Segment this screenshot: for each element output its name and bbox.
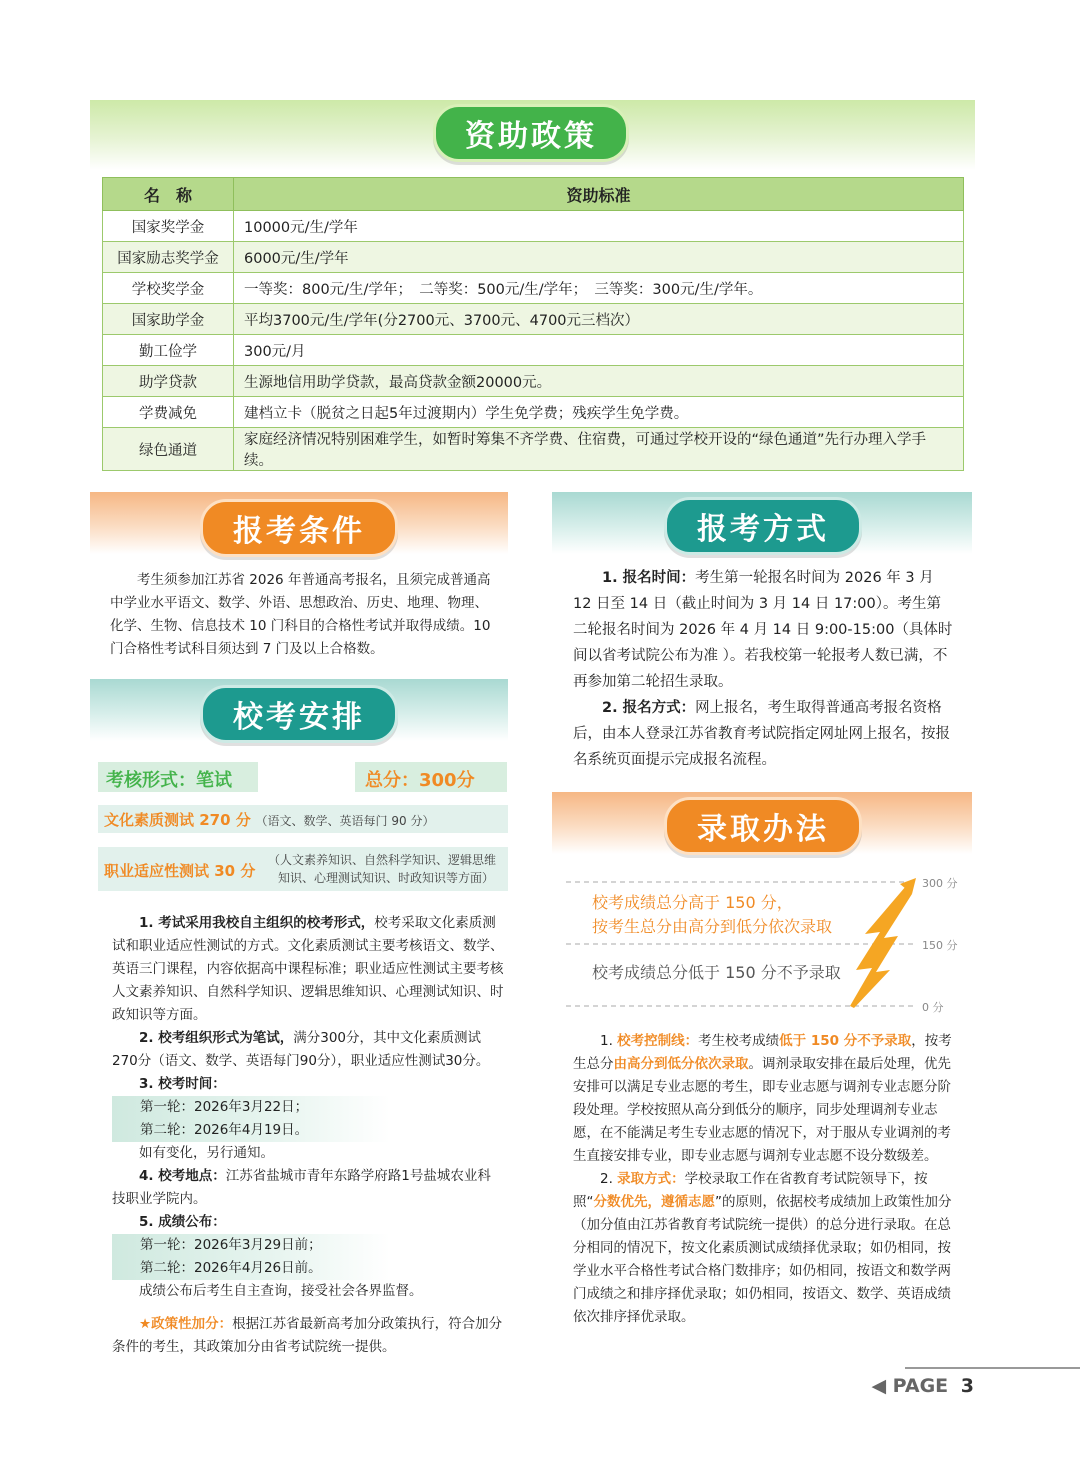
vocation-note-line2: 知识、心理测试知识、时政知识等方面） [278,871,495,885]
aid-name-cell: 助学贷款 [103,366,234,397]
page-label: ◀ PAGE [871,1375,949,1397]
aid-standard-cell: 10000元/生/学年 [234,211,964,242]
method-title: 报考方式 [664,497,862,555]
high-score-line1: 校考成绩总分高于 150 分， [592,893,793,912]
vocation-note-line1: （人文素养知识、自然科学知识、逻辑思维 [268,853,497,867]
page-number [871,1375,974,1397]
aid-standard-cell: 300元/月 [234,335,964,366]
result-round1-date: 第一轮：2026年3月29日前； [112,1234,390,1257]
aid-standard-cell: 家庭经济情况特别困难学生，如暂时筹集不齐学费、住宿费，可通过学校开设的“绿色通道”先行办理入学手续。 [234,428,964,471]
table-row [103,304,964,335]
table-header-row [103,178,964,211]
aid-standard-cell: 生源地信用助学贷款，最高贷款金额20000元。 [234,366,964,397]
culture-test-note: （语文、数学、英语每门 90 分） [255,814,435,828]
aid-name-cell: 国家励志奖学金 [103,242,234,273]
result-round2-date: 第二轮：2026年4月26日前。 [112,1257,390,1280]
aid-name-cell: 绿色通道 [103,428,234,471]
table-row [103,211,964,242]
table-row [103,428,964,471]
exam-p3-head: 3. 校考时间： [139,1076,226,1092]
admission-title: 录取办法 [664,797,862,855]
exam-p4: 4. 校考地点：江苏省盐城市青年东路学府路1号盐城农业科技职业学院内。 [112,1168,491,1207]
aid-standard-cell: 建档立卡（脱贫之日起5年过渡期内）学生免学费；残疾学生免学费。 [234,397,964,428]
header-standard: 资助标准 [234,178,964,211]
header-name: 名 称 [103,178,234,211]
page-num: 3 [960,1375,974,1397]
exam-total-label: 总分：300分 [365,770,475,791]
conditions-text: 考生须参加江苏省 2026 年普通高考报名，且须完成普通高中学业水平语文、数学、外语、思想政治、历史、地理、物理、化学、生物、信息技术 10 门科目的合格性考试并取得成绩。10门合格性考试科目须达到 7 门及以上合格数。 [110,572,491,657]
table-row [103,335,964,366]
table-row [103,273,964,304]
high-score-line2: 按考生总分由高分到低分依次录取 [592,917,833,936]
aid-title: 资助政策 [433,104,629,162]
aid-standard-cell: 6000元/生/学年 [234,242,964,273]
aid-name-cell: 学费减免 [103,397,234,428]
aid-name-cell: 国家助学金 [103,304,234,335]
exam-round1-date: 第一轮：2026年3月22日； [112,1096,390,1119]
aid-standard-cell: 平均3700元/生/学年(分2700元、3700元、4700元三档次） [234,304,964,335]
admission-details [573,1030,955,1329]
method-details [573,565,955,773]
exam-p5-note: 成绩公布后考生自主查询，接受社会各界监督。 [139,1283,423,1299]
exam-p2: 2. 校考组织形式为笔试，满分300分，其中文化素质测试270分（语文、数学、英语每门90分），职业适应性测试30分。 [112,1030,490,1069]
table-row [103,242,964,273]
aid-name-cell: 勤工俭学 [103,335,234,366]
admission-p1: 1. 校考控制线：考生校考成绩低于 150 分不予录取，按考生总分由高分到低分依次录取。调剂录取安排在最后处理，优先安排可以满足专业志愿的考生，即专业志愿与调剂专业志愿分阶段处理。学校按照从高分到低分的顺序，同步处理调剂专业志愿，在不能满足考生专业志愿的情况下，对于服从专业调剂的考生直接安排专业，即专业志愿与调剂专业志愿不设分数级差。 [573,1033,952,1164]
exam-p3-note: 如有变化，另行通知。 [139,1145,274,1161]
exam-p1: 1. 考试采用我校自主组织的校考形式，校考采取文化素质测试和职业适应性测试的方式。文化素质测试主要考核语文、数学、英语三门课程，内容依据高中课程标准；职业适应性测试主要考核人文素养知识、自然科学知识、逻辑思维知识、心理测试知识、时政知识等方面。 [112,915,504,1023]
zigzag-arrow [850,886,912,1008]
aid-table [102,177,964,471]
admission-p2: 2. 录取方式：学校录取工作在省教育考试院领导下，按照“分数优先，遵循志愿”的原则，依据校考成绩加上政策性加分（加分值由江苏省教育考试院统一提供）的总分进行录取。在总分相同的情况下，按文化素质测试成绩择优录取；如仍相同，按学业水平合格性考试合格门数排序；如仍相同，按语文和数学两门成绩之和排序择优录取；如仍相同，按语文、数学、英语成绩依次排序择优录取。 [573,1171,952,1325]
low-score-line: 校考成绩总分低于 150 分不予录取 [592,963,841,982]
method-p2: 2. 报名方式：网上报名，考生取得普通高考报名资格后，由本人登录江苏省教育考试院指定网址网上报名，按报名系统页面提示完成报名流程。 [573,700,950,768]
page-divider [905,1367,1080,1369]
tick-150-label: 150 分 [922,939,958,952]
conditions-title: 报考条件 [200,499,398,557]
tick-0-label: 0 分 [922,1001,944,1014]
aid-name-cell: 国家奖学金 [103,211,234,242]
culture-test-label: 文化素质测试 270 分 [104,811,251,829]
exam-title: 校考安排 [200,685,398,743]
exam-details [112,912,504,1359]
culture-test-line [104,809,434,830]
exam-form-label: 考核形式：笔试 [106,770,232,791]
admission-diagram [560,872,970,1018]
exam-bonus: ★政策性加分：根据江苏省最新高考加分政策执行，符合加分条件的考生，其政策加分由省考试院统一提供。 [112,1316,503,1355]
method-p1: 1. 报名时间：考生第一轮报名时间为 2026 年 3 月 12 日至 14 日（截止时间为 3 月 14 日 17:00）。考生第二轮报名时间为 2026 年 4 月 14 日 9:00-15:00（具体时间以省考试院公布为准 ）。若我校第一轮报考人数已满，不再参加第二轮招生录取。 [573,570,953,690]
aid-name-cell: 学校奖学金 [103,273,234,304]
aid-standard-cell: 一等奖：800元/生/学年； 二等奖：500元/生/学年； 三等奖：300元/生/学年。 [234,273,964,304]
exam-round2-date: 第二轮：2026年4月19日。 [112,1119,390,1142]
vocation-test-note [268,851,496,887]
vocation-test-label: 职业适应性测试 30 分 [104,862,256,880]
table-row [103,397,964,428]
tick-300-label: 300 分 [922,877,958,890]
table-row [103,366,964,397]
exam-p5-head: 5. 成绩公布： [139,1214,226,1230]
